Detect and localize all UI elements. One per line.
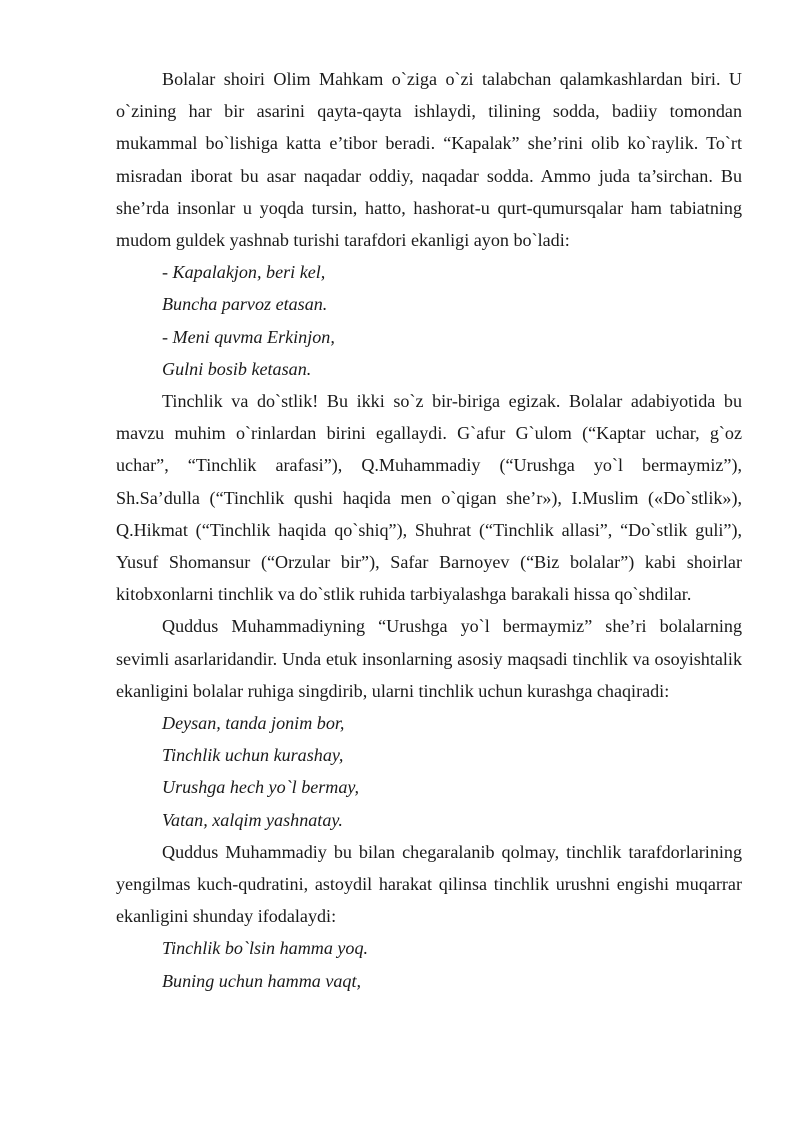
verse-line: Gulni bosib ketasan.	[162, 358, 312, 379]
verse-line: Tinchlik bo`lsin hamma yoq.	[162, 938, 369, 959]
verse-line: Vatan, xalqim yashnatay.	[162, 809, 343, 830]
verse-tinchlik-bolsin	[116, 932, 742, 996]
verse-kapalak	[116, 256, 742, 385]
document-page	[116, 63, 742, 997]
verse-urushga-yol-bermaymiz	[116, 707, 742, 836]
verse-line: Buncha parvoz etasan.	[162, 294, 328, 315]
paragraph-quddus-muhammadiy: Quddus Muhammadiyning “Urushga yo`l bermaymiz” she’ri bolalarning sevimli asarlaridandir. Unda etuk insonlarning asosiy maqsadi tinchlik va osoyishtalik ekanligini bolalar ruhiga singdirib, ularni tinchlik uchun kurashga chaqiradi:	[116, 616, 742, 701]
paragraph-olim-mahkam: Bolalar shoiri Olim Mahkam o`ziga o`zi talabchan qalamkashlardan biri. U o`zining har bir asarini qayta-qayta ishlaydi, tilining sodda, badiiy tomondan mukammal bo`lishiga katta e’tibor beradi. “Kapalak” she’rini olib ko`raylik. To`rt misradan iborat bu asar naqadar oddiy, naqadar sodda. Ammo juda ta’sirchan. Bu she’rda insonlar u yoqda tursin, hatto, hashorat-u qurt-qumursqalar ham tabiatning mudom guldek yashnab turishi tarafdori ekanligi ayon bo`ladi:	[116, 69, 742, 251]
verse-line: Tinchlik uchun kurashay,	[162, 745, 344, 766]
verse-line: - Kapalakjon, beri kel,	[162, 262, 326, 283]
verse-line: Buning uchun hamma vaqt,	[162, 970, 362, 991]
verse-line: Deysan, tanda jonim bor,	[162, 713, 345, 734]
paragraph-tinchlik-dostlik: Tinchlik va do`stlik! Bu ikki so`z bir-biriga egizak. Bolalar adabiyotida bu mavzu muhim o`rinlardan birini egallaydi. G`afur G`ulom (“Kaptar uchar, g`oz uchar”, “Tinchlik arafasi”), Q.Muhammadiy (“Urushga yo`l bermaymiz”), Sh.Sa’dulla (“Tinchlik qushi haqida men o`qigan she’r»), I.Muslim («Do`stlik»), Q.Hikmat (“Tinchlik haqida qo`shiq”), Shuhrat (“Tinchlik allasi”, “Do`stlik guli”), Yusuf Shomansur (“Orzular bir”), Safar Barnoyev (“Biz bolalar”) kabi shoirlar kitobxonlarni tinchlik va do`stlik ruhida tarbiyalashga barakali hissa qo`shdilar.	[116, 391, 742, 605]
verse-line: Urushga hech yo`l bermay,	[162, 777, 359, 798]
verse-line: - Meni quvma Erkinjon,	[162, 326, 335, 347]
paragraph-tinchlik-tarafdorlari: Quddus Muhammadiy bu bilan chegaralanib qolmay, tinchlik tarafdorlarining yengilmas kuch-qudratini, astoydil harakat qilinsa tinchlik urushni engishi muqarrar ekanligini shunday ifodalaydi:	[116, 841, 742, 927]
